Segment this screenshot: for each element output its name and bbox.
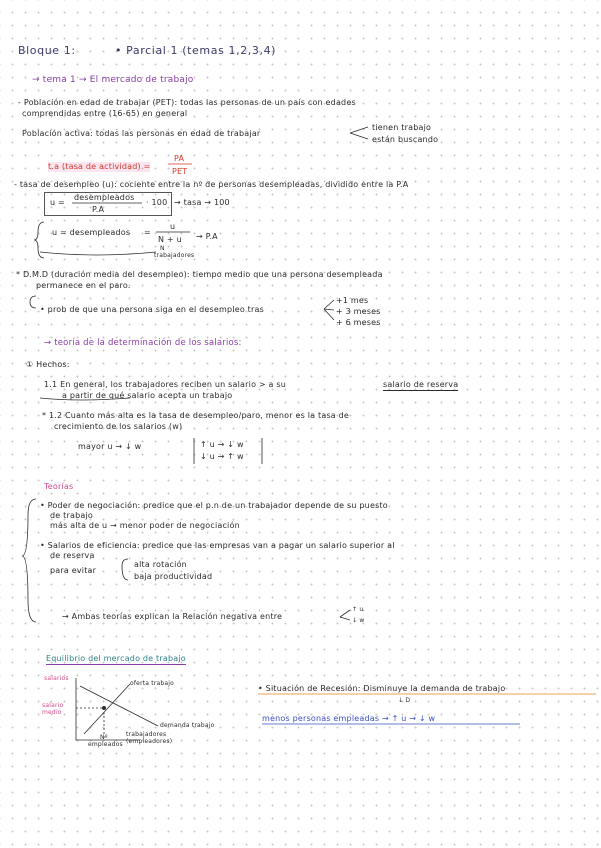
formula-den: P.A (92, 205, 105, 214)
eficiencia-line1: • Salarios de eficiencia: predice que las empresas van a pagar un salario superior al (40, 541, 395, 550)
graph-supply-label: oferta trabajo (130, 680, 174, 687)
pa-branch-tienen: tienen trabajo (372, 123, 432, 132)
formula2-n: N (160, 245, 165, 252)
tema1-heading: → tema 1 → El mercado de trabajo (32, 75, 194, 85)
poder-line2: de trabajo (50, 511, 93, 520)
hecho-2b: crecimiento de los salarios (w) (54, 422, 183, 431)
teorias-heading: Teorías (44, 482, 74, 491)
recesion-line: • Situación de Recesión: Disminuye la demanda de trabajo (258, 684, 506, 693)
tasa-actividad-den: PET (172, 167, 188, 176)
dmd-line1: * D.M.D (duración media del desempleo): tiempo medio que una persona desempleada (16, 270, 383, 279)
mayor-u-rule: mayor u → ↓ w (78, 442, 142, 451)
poder-line1: • Poder de negociación: predice que el p.n de un trabajador depende de su puesto (40, 501, 388, 510)
teoria-heading: → teoría de la determinación de los salarios: (44, 338, 242, 348)
eficiencia-evitar: para evitar (50, 566, 97, 575)
page-title: Bloque 1: (18, 44, 76, 57)
formula2-eq: = (144, 228, 151, 237)
formula2-trab: trabajadores (154, 252, 195, 259)
dmd-opt-6: + 6 meses (336, 318, 381, 327)
equilibrio-heading: Equilibrio del mercado de trabajo (46, 654, 186, 663)
formula2-arrow: → P.A (196, 232, 218, 241)
hecho-1a: 1.1 En general, los trabajadores reciben un salario > a su (44, 380, 287, 389)
eficiencia-rotacion: alta rotación (134, 560, 187, 569)
eficiencia-productividad: baja productividad (134, 572, 213, 581)
graph-n-label: Nº (100, 734, 108, 741)
formula-arrow: → tasa → 100 (174, 198, 230, 207)
recesion-sub: ↓ D (398, 697, 411, 704)
dmd-line3: • prob de que una persona siga en el desempleo tras (40, 305, 264, 314)
formula2-num: u (170, 222, 176, 231)
formula2-den: N + u (158, 235, 182, 244)
hecho-1c: a partir de qué salario acepta un trabajo (62, 391, 233, 400)
dmd-opt-1: +1 mes (336, 296, 369, 305)
menos-personas-line: menos personas empleadas → ↑ u → ↓ w (262, 714, 436, 723)
dmd-opt-3: + 3 meses (336, 307, 381, 316)
formula-mult: · 100 (146, 198, 168, 207)
tasa-desempleo-def: - tasa de desempleo (u): cociente entre la nº de personas desempleadas, dividido entre la P.A (14, 180, 409, 189)
hecho-2a: * 1.2 Cuanto más alta es la tasa de desempleo/paro, menor es la tasa de (42, 411, 350, 420)
pet-line1: - Población en edad de trabajar (PET): todas las personas de un país con edades (18, 98, 356, 107)
dmd-line2: permanece en el paro. (36, 281, 131, 290)
poder-line3: más alta de u → menor poder de negociación (50, 521, 240, 530)
ambas-branch-u: ↑ u (352, 606, 364, 613)
salario-reserva-term: salario de reserva (383, 380, 459, 389)
graph-wlabel: salario medio (42, 702, 64, 716)
graph-demand-label: demanda trabajo (160, 722, 215, 729)
tasa-actividad-label: t.a (tasa de actividad) = (48, 162, 151, 171)
pa-branch-buscando: están buscando (372, 135, 439, 144)
formula2-u: u = desempleados (52, 228, 131, 237)
tasa-actividad-num: PA (174, 154, 185, 163)
ambas-branch-w: ↓ w (352, 617, 365, 624)
graph-n-label2: empleados (88, 741, 123, 748)
formula-u: u = (50, 198, 65, 207)
ambas-teorias: → Ambas teorías explican la Relación negativa entre (62, 612, 283, 621)
graph-ylabel: salarios (44, 675, 69, 682)
hechos-label: ① Hechos: (26, 360, 70, 369)
eficiencia-line2: de reserva (50, 551, 95, 560)
pet-line2: comprendidas entre (16-65) en general (22, 109, 188, 118)
partial-subtitle: • Parcial 1 (temas 1,2,3,4) (115, 44, 277, 57)
graph-demand-label2: trabajadores (126, 731, 167, 738)
matrix-row1: ↑ u → ↓ w (200, 440, 244, 449)
pa-definition: Población activa: todas las personas en edad de trabajar (22, 129, 261, 138)
graph-demand-label3: (empleadores) (126, 738, 173, 745)
formula-num: desempleados (74, 193, 135, 202)
matrix-row2: ↓ u → ↑ w (200, 452, 244, 461)
